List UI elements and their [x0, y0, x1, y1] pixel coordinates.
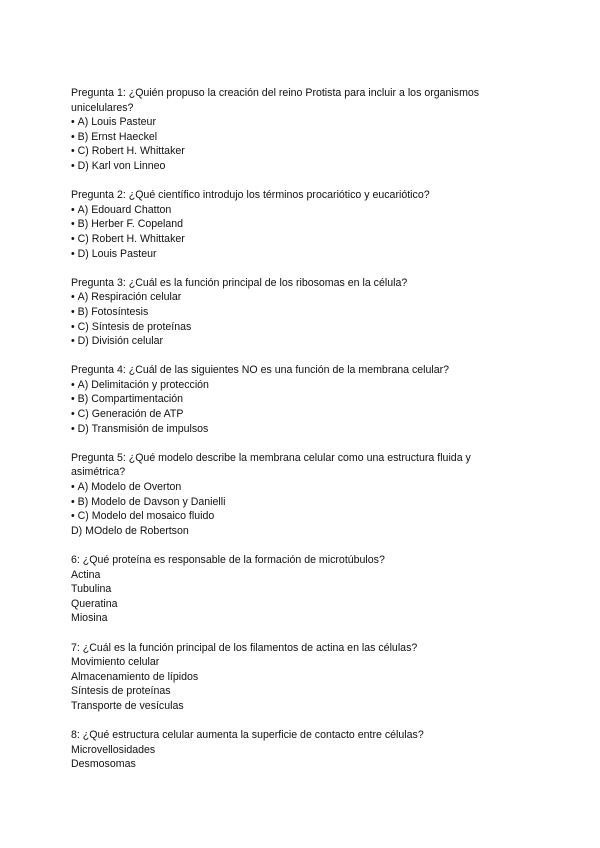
question-2 — [71, 188, 511, 261]
option-c: • C) Robert H. Whittaker — [71, 144, 511, 159]
option: Tubulina — [71, 583, 112, 596]
option-c: • C) Síntesis de proteínas — [71, 320, 511, 335]
question-5 — [71, 451, 511, 539]
option: Almacenamiento de lípidos — [71, 670, 199, 683]
question-4 — [71, 363, 511, 436]
option: Desmosomas — [71, 758, 136, 771]
option-c: • C) Robert H. Whittaker — [71, 232, 511, 247]
question-7 — [71, 641, 511, 714]
option-c: • C) Modelo del mosaico fluido — [71, 509, 511, 524]
option-d: • D) Transmisión de impulsos — [71, 422, 511, 437]
option-b: • B) Compartimentación — [71, 392, 511, 407]
option: Síntesis de proteínas — [71, 685, 171, 698]
option: Actina — [71, 568, 101, 581]
option-a: • A) Modelo de Overton — [71, 480, 511, 495]
question-6 — [71, 553, 511, 626]
option-b: • B) Herber F. Copeland — [71, 217, 511, 232]
option-a: • A) Respiración celular — [71, 290, 511, 305]
question-text: 8: ¿Qué estructura celular aumenta la superficie de contacto entre células? — [71, 729, 424, 742]
question-text: Pregunta 3: ¿Cuál es la función principal de los ribosomas en la célula? — [71, 276, 408, 289]
question-1 — [71, 86, 511, 174]
question-3 — [71, 276, 511, 349]
option-d: D) MOdelo de Robertson — [71, 524, 189, 537]
question-text: Pregunta 4: ¿Cuál de las siguientes NO es una función de la membrana celular? — [71, 364, 450, 377]
option-c: • C) Generación de ATP — [71, 407, 511, 422]
option-d: • D) Karl von Linneo — [71, 159, 511, 174]
option-b: • B) Fotosíntesis — [71, 305, 511, 320]
option-a: • A) Delimitación y protección — [71, 378, 511, 393]
option: Miosina — [71, 612, 108, 625]
question-text: Pregunta 1: ¿Quién propuso la creación del reino Protista para incluir a los organismos unicelulares? — [71, 87, 480, 114]
question-text: Pregunta 2: ¿Qué científico introdujo los términos procariótico y eucariótico? — [71, 189, 430, 202]
option: Movimiento celular — [71, 656, 160, 669]
option: Microvellosidades — [71, 743, 156, 756]
option: Transporte de vesículas — [71, 699, 184, 712]
option-d: • D) División celular — [71, 334, 511, 349]
option-b: • B) Ernst Haeckel — [71, 130, 511, 145]
document-page — [71, 86, 511, 787]
question-text: 7: ¿Cuál es la función principal de los filamentos de actina en las células? — [71, 641, 418, 654]
option: Queratina — [71, 597, 118, 610]
option-d: • D) Louis Pasteur — [71, 247, 511, 262]
question-text: Pregunta 5: ¿Qué modelo describe la membrana celular como una estructura fluida y asimétrica? — [71, 451, 471, 479]
option-b: • B) Modelo de Davson y Danielli — [71, 495, 511, 510]
question-text: 6: ¿Qué proteína es responsable de la formación de microtúbulos? — [71, 554, 385, 566]
question-8 — [71, 728, 511, 772]
option-a: • A) Louis Pasteur — [71, 115, 511, 130]
option-a: • A) Edouard Chatton — [71, 203, 511, 218]
